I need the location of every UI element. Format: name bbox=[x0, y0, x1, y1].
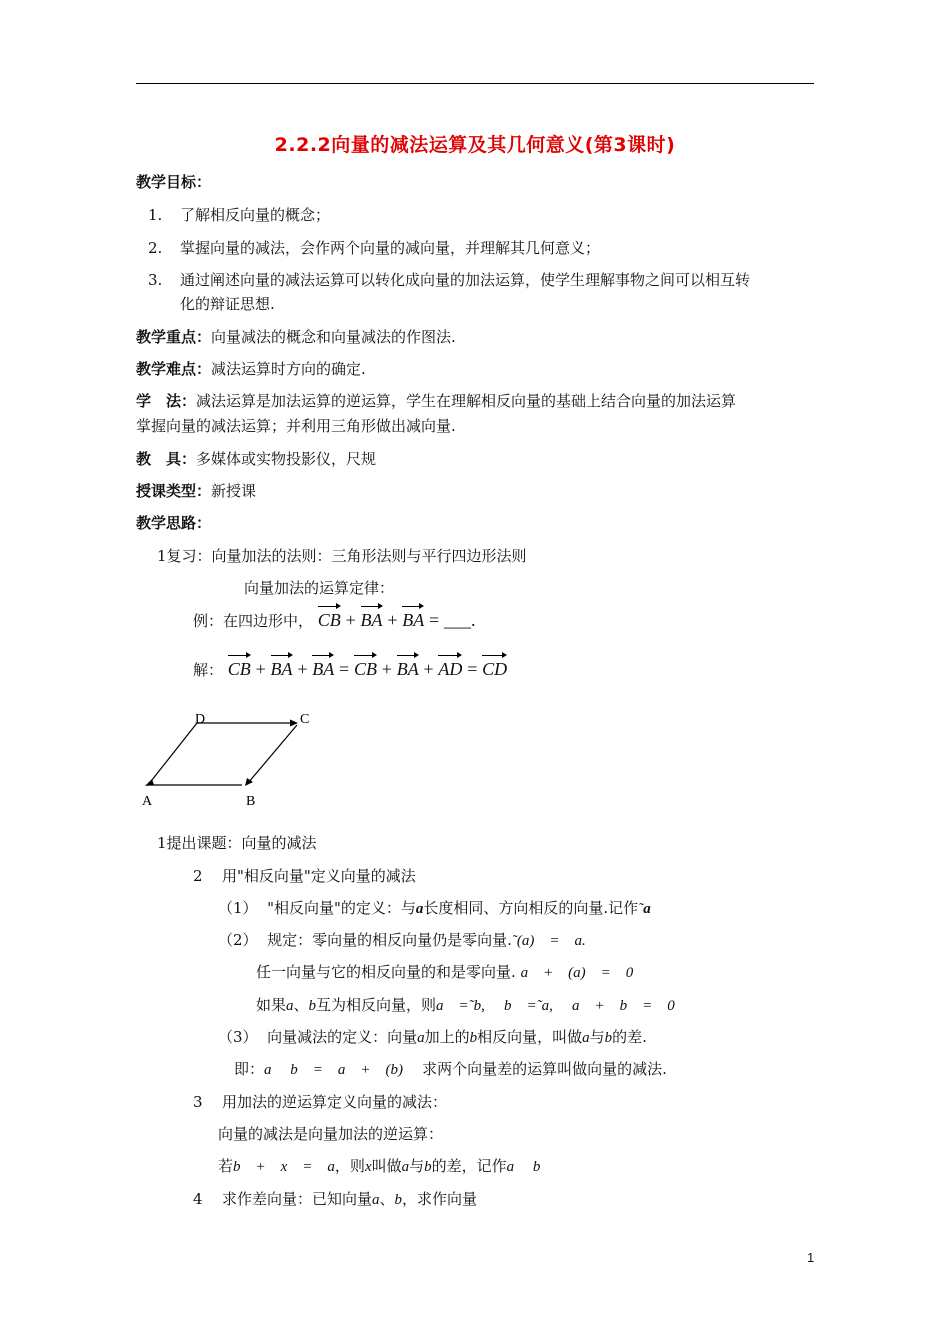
sum-rule bbox=[256, 962, 633, 983]
vertex-label-a: A bbox=[142, 794, 153, 809]
approach-heading: 教学思路： bbox=[136, 514, 212, 532]
vector-a: a bbox=[415, 901, 424, 917]
page-title: 2.2.2向量的减法运算及其几何意义(第3课时) bbox=[274, 134, 676, 156]
objective-2: 掌握向量的减法，会作两个向量的减向量，并理解其几何意义； bbox=[180, 239, 601, 257]
objective-3-number: 3. bbox=[148, 271, 163, 289]
objective-2-number: 2. bbox=[148, 239, 163, 257]
rule-text: 互为相反向量，则 bbox=[316, 996, 437, 1014]
plus-sign: + bbox=[297, 659, 308, 679]
definition-text: 相反向量，叫做 bbox=[477, 1028, 583, 1046]
vector-cb: CB bbox=[318, 606, 341, 630]
vector-b-letter: b bbox=[469, 1030, 478, 1046]
tools-text: 多媒体或实物投影仪，尺规 bbox=[196, 450, 377, 468]
subtraction-formula: a b = a + (b) bbox=[264, 1062, 404, 1078]
formula-1b: b, bbox=[473, 998, 485, 1014]
section-3-heading: 用加法的逆运算定义向量的减法： bbox=[222, 1093, 448, 1111]
definition-text: 的差. bbox=[612, 1028, 647, 1046]
definition-text: 与 bbox=[589, 1028, 605, 1046]
solution-label: 解： bbox=[193, 661, 224, 679]
lesson-type-row bbox=[136, 481, 256, 501]
separator: 、 bbox=[379, 1190, 395, 1208]
example-label: 例：在四边形中， bbox=[193, 612, 314, 630]
zero-vector-rule bbox=[218, 930, 586, 951]
tilde-mark: ˜ bbox=[511, 933, 517, 949]
vector-b-letter: b bbox=[308, 998, 317, 1014]
difficulty-label: 教学难点： bbox=[136, 360, 212, 378]
text-part: 若 bbox=[218, 1157, 234, 1175]
difficulty-row bbox=[136, 359, 366, 379]
vector-ba: BA bbox=[271, 655, 293, 679]
sum-rule-formula: a + (a) = 0 bbox=[520, 965, 634, 981]
formula-2b: a, bbox=[541, 998, 553, 1014]
item-number: （3） bbox=[218, 1028, 258, 1046]
section-2-number: 2 bbox=[193, 867, 203, 885]
vertex-label-c: C bbox=[300, 712, 310, 727]
vector-ba: BA bbox=[361, 606, 383, 630]
plus-sign: + bbox=[345, 610, 356, 630]
objective-1: 了解相反向量的概念； bbox=[180, 206, 331, 224]
vector-a: a bbox=[286, 998, 294, 1014]
answer-blank: ___. bbox=[443, 610, 476, 630]
solution-row bbox=[193, 655, 507, 680]
method-row bbox=[136, 391, 736, 411]
formula-3: a + b = 0 bbox=[571, 998, 675, 1014]
item-number: （2） bbox=[218, 931, 258, 949]
tools-row bbox=[136, 449, 376, 469]
equation: b + x = a bbox=[233, 1159, 335, 1175]
difference-notation: a b bbox=[506, 1159, 541, 1175]
vector-ba: BA bbox=[397, 655, 419, 679]
method-text: 减法运算是加法运算的逆运算，学生在理解相反向量的基础上结合向量的加法运算 bbox=[196, 392, 737, 410]
formula-label: 即： bbox=[234, 1060, 265, 1078]
review-line: 1复习：向量加法的法则：三角形法则与平行四边形法则 bbox=[157, 547, 527, 565]
opposite-vector-definition bbox=[218, 898, 651, 919]
focus-text: 向量减法的概念和向量减法的作图法. bbox=[211, 328, 456, 346]
equals-sign: = bbox=[339, 659, 350, 679]
plus-sign: + bbox=[255, 659, 266, 679]
plus-sign: + bbox=[387, 610, 398, 630]
page-number: 1 bbox=[807, 1250, 815, 1265]
rule-text: 如果 bbox=[256, 996, 287, 1014]
vector-a: a bbox=[417, 1030, 425, 1046]
plus-sign: + bbox=[423, 659, 434, 679]
formula-1: a = bbox=[436, 998, 469, 1014]
objective-3-continued: 化的辩证思想. bbox=[180, 295, 275, 313]
equals-sign: = bbox=[467, 659, 478, 679]
tilde-mark: ˜ bbox=[468, 998, 474, 1014]
vector-cd: CD bbox=[482, 655, 507, 679]
vector-ad: AD bbox=[438, 655, 462, 679]
section-4-tail: ，求作向量 bbox=[402, 1190, 478, 1208]
section-4-text: 求作差向量：已知向量 bbox=[222, 1190, 373, 1208]
vector-x-letter: x bbox=[364, 1159, 372, 1175]
objective-3: 通过阐述向量的减法运算可以转化成向量的加法运算，使学生理解事物之间可以相互转 bbox=[180, 271, 751, 289]
tilde-mark: ˜ bbox=[638, 901, 644, 917]
method-text-continued: 掌握向量的减法运算；并利用三角形做出减向量. bbox=[136, 417, 456, 435]
focus-row bbox=[136, 327, 456, 347]
sum-rule-text: 任一向量与它的相反向量的和是零向量. bbox=[256, 963, 516, 981]
rule-formula: (a) = a. bbox=[516, 933, 586, 949]
subtraction-definition bbox=[218, 1027, 647, 1048]
plus-sign: + bbox=[381, 659, 392, 679]
vector-b-letter: b bbox=[424, 1159, 432, 1175]
equals-sign: = bbox=[429, 610, 440, 630]
definition-text: 长度相同、方向相反的向量.记作 bbox=[423, 899, 639, 917]
text-part: ，则 bbox=[334, 1157, 365, 1175]
difference-definition bbox=[218, 1156, 540, 1177]
inverse-operation-line: 向量的减法是向量加法的逆运算： bbox=[218, 1125, 444, 1143]
difficulty-text: 减法运算时方向的确定. bbox=[211, 360, 366, 378]
lesson-type-text: 新授课 bbox=[211, 482, 257, 500]
formula-2: b = bbox=[504, 998, 537, 1014]
section-3-number: 3 bbox=[193, 1093, 203, 1111]
objectives-heading: 教学目标： bbox=[136, 173, 212, 191]
vector-ba: BA bbox=[312, 655, 334, 679]
objective-1-number: 1. bbox=[148, 206, 163, 224]
definition-text: "相反向量"的定义：与 bbox=[267, 899, 416, 917]
review-laws: 向量加法的运算定律： bbox=[244, 579, 395, 597]
vector-a: a bbox=[643, 901, 651, 917]
item-number: （1） bbox=[218, 899, 258, 917]
opposite-pair-rule bbox=[256, 995, 675, 1016]
vector-cb: CB bbox=[354, 655, 377, 679]
vector-a: a bbox=[401, 1159, 410, 1175]
method-label: 学 法： bbox=[136, 392, 197, 410]
vector-b-letter: b bbox=[604, 1030, 613, 1046]
text-part: 与 bbox=[409, 1157, 425, 1175]
definition-text: 向量减法的定义：向量 bbox=[267, 1028, 418, 1046]
rule-text: 规定：零向量的相反向量仍是零向量. bbox=[267, 931, 512, 949]
tilde-mark: ˜ bbox=[536, 998, 542, 1014]
vector-a: a bbox=[582, 1030, 590, 1046]
subtraction-name: 求两个向量差的运算叫做向量的减法. bbox=[422, 1060, 667, 1078]
vector-ba: BA bbox=[402, 606, 424, 630]
rule-text: 、 bbox=[293, 996, 309, 1014]
tools-label: 教 具： bbox=[136, 450, 197, 468]
topic-line: 1提出课题：向量的减法 bbox=[157, 834, 317, 852]
parallelogram-figure bbox=[140, 706, 330, 814]
lesson-type-label: 授课类型： bbox=[136, 482, 212, 500]
text-part: 的差，记作 bbox=[431, 1157, 507, 1175]
example-row bbox=[193, 606, 475, 631]
section-2-heading: 用"相反向量"定义向量的减法 bbox=[222, 867, 416, 885]
vertex-label-b: B bbox=[246, 794, 256, 809]
text-part: 叫做 bbox=[371, 1157, 402, 1175]
vector-b: b bbox=[394, 1192, 403, 1208]
vector-a: a bbox=[372, 1192, 380, 1208]
focus-label: 教学重点： bbox=[136, 328, 212, 346]
header-rule bbox=[136, 83, 814, 84]
subtraction-formula-row bbox=[234, 1059, 667, 1080]
section-4-row bbox=[222, 1189, 477, 1210]
vertex-label-d: D bbox=[195, 712, 206, 727]
vector-cb: CB bbox=[228, 655, 251, 679]
section-4-number: 4 bbox=[193, 1190, 203, 1208]
definition-text: 加上的 bbox=[424, 1028, 470, 1046]
